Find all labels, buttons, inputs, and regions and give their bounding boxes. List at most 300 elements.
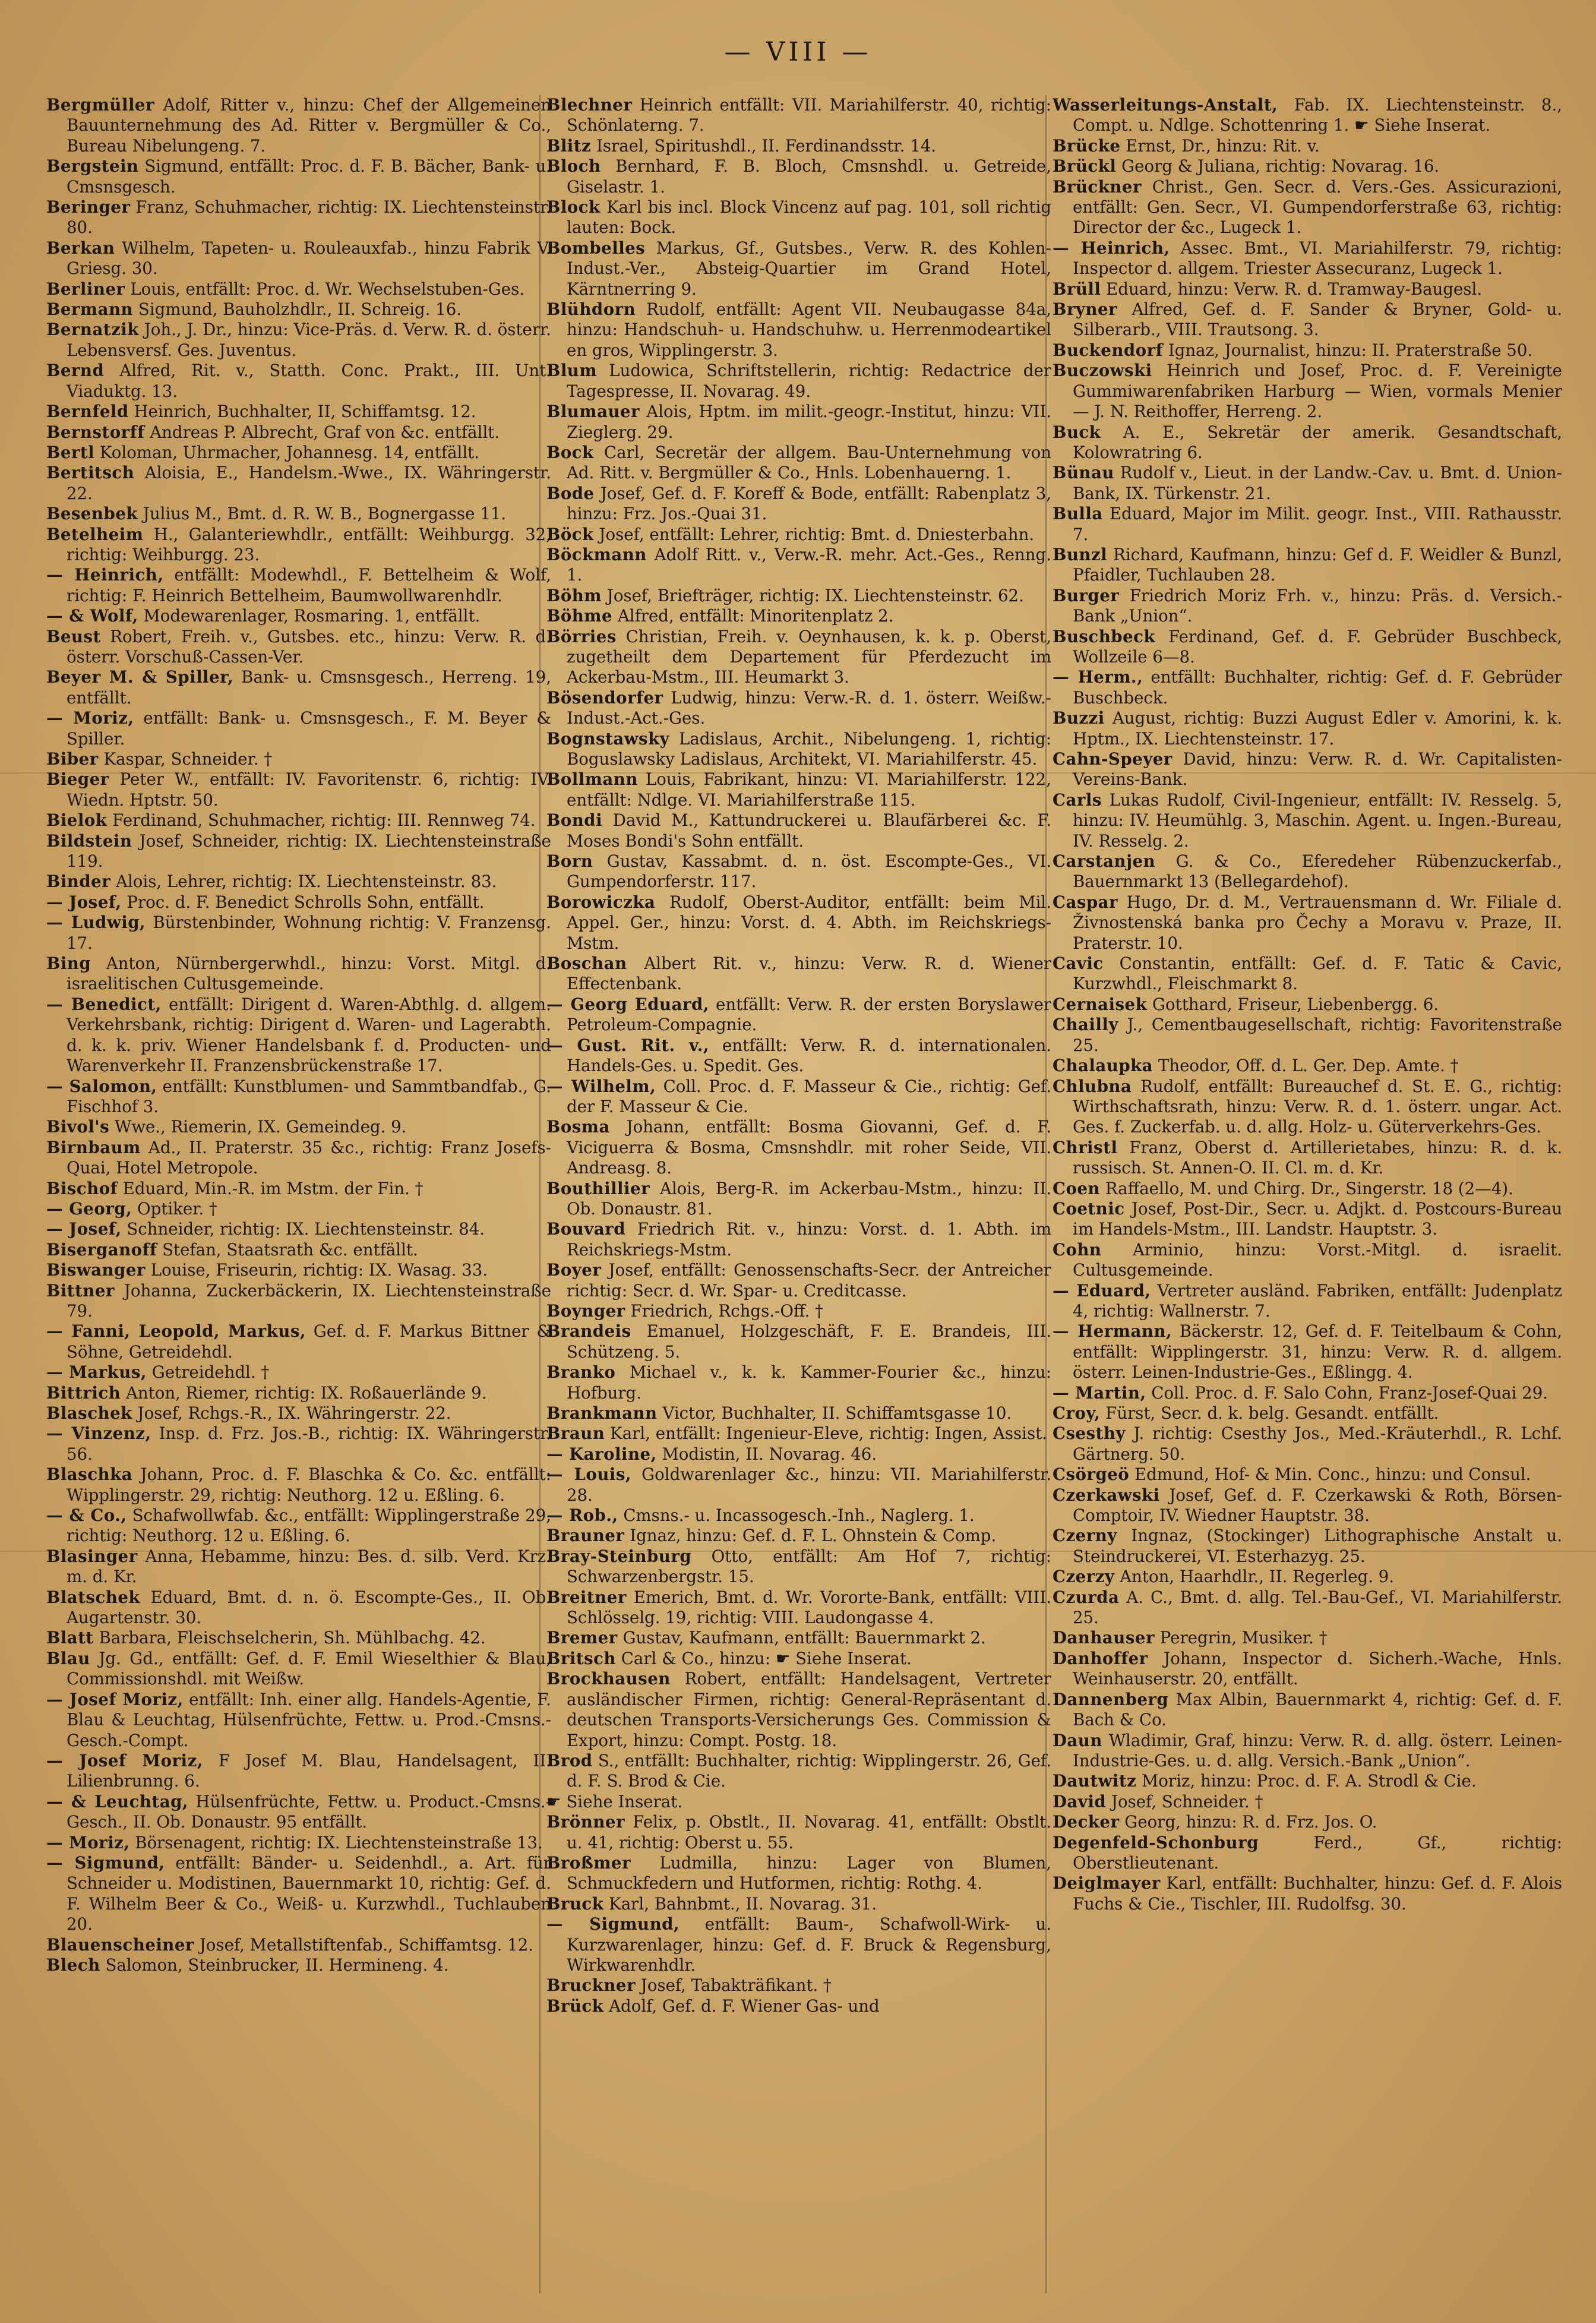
- directory-entry: [1053, 1179, 1562, 1199]
- entry-text: Eduard, Major im Milit. geogr. Inst., VIII. Rathausstr. 7.: [1073, 504, 1562, 544]
- entry-name: — Georg Eduard,: [546, 994, 709, 1014]
- directory-entry: [1053, 1771, 1562, 1791]
- entry-name: Brück: [546, 1996, 604, 2016]
- entry-text: Friedrich, Rchgs.-Off. †: [625, 1301, 823, 1321]
- entry-name: Bösendorfer: [546, 687, 663, 708]
- entry-text: Josef, Metallstiftenfab., Schiffamtsg. 12.: [194, 1934, 534, 1955]
- directory-entry: [1053, 790, 1562, 851]
- directory-entry: [46, 769, 551, 810]
- entry-name: Bielok: [46, 810, 108, 831]
- entry-name: David: [1053, 1791, 1107, 1811]
- directory-entry: [46, 1505, 551, 1546]
- entry-name: Braun: [546, 1424, 605, 1444]
- directory-entry: [546, 892, 1051, 954]
- directory-entry: [1053, 1873, 1562, 1914]
- entry-text: Wwe., Riemerin, IX. Gemeindeg. 9.: [109, 1117, 407, 1137]
- entry-name: Bruckner: [546, 1975, 636, 1996]
- entry-text: Bürstenbinder, Wohnung richtig: V. Franzensg. 17.: [67, 913, 551, 953]
- directory-entry: [46, 1117, 551, 1137]
- entry-text: Franz, Oberst d. Artillerietabes, hinzu: R. d. k. russisch. St. Annen-O. II. Cl. m. d. Kr.: [1073, 1137, 1562, 1178]
- entry-name: — Gust. Rit. v.,: [546, 1035, 709, 1055]
- directory-entry: [1053, 238, 1562, 279]
- entry-name: Czerzy: [1053, 1567, 1115, 1587]
- entry-text: Hülsenfrüchte, Fettw. u. Product.-Cmsns.-Gesch., II. Ob. Donaustr. 95 entfällt.: [67, 1791, 551, 1832]
- entry-name: Czerny: [1053, 1526, 1117, 1546]
- entry-name: Caspar: [1053, 892, 1118, 912]
- directory-entry: [46, 1240, 551, 1260]
- entry-name: Birnbaum: [46, 1137, 141, 1157]
- entry-text: Christian, Freih. v. Oeynhausen, k. k. p. Oberst, zugetheilt dem Departement für Pferdezucht im Ackerbau-Mstm., III. Heumarkt 3.: [567, 626, 1051, 687]
- directory-entry: [46, 238, 551, 279]
- entry-text: Max Albin, Bauernmarkt 4, richtig: Gef. d. F. Bach & Co.: [1073, 1689, 1562, 1730]
- directory-entry: [46, 1833, 551, 1853]
- entry-name: — Wilhelm,: [546, 1076, 656, 1096]
- entry-text: Otto, entfällt: Am Hof 7, richtig: Schwarzenbergstr. 15.: [567, 1546, 1051, 1587]
- directory-entry: [546, 1444, 1051, 1464]
- directory-entry: [1053, 1321, 1562, 1383]
- entry-name: Blatschek: [46, 1587, 141, 1607]
- entry-name: Blasinger: [46, 1546, 138, 1566]
- entry-text: Karl bis incl. Block Vincenz auf pag. 101, soll richtig lauten: Bock.: [567, 197, 1051, 238]
- entry-text: Koloman, Uhrmacher, Johannesg. 14, entfällt.: [94, 442, 480, 462]
- entry-name: Buczowski: [1053, 361, 1152, 381]
- directory-entry: [46, 1751, 551, 1792]
- directory-entry: [46, 667, 551, 708]
- directory-entry: [1053, 1731, 1562, 1772]
- directory-entry: [46, 156, 551, 197]
- entry-text: Insp. d. Frz. Jos.-B., richtig: IX. Währingerstr. 56.: [67, 1424, 551, 1464]
- entry-text: Ferdinand, Schuhmacher, richtig: III. Rennweg 74.: [107, 810, 536, 831]
- directory-entry: [1053, 749, 1562, 790]
- entry-text: Johanna, Zuckerbäckerin, IX. Liechtensteinstraße 79.: [67, 1280, 551, 1321]
- entry-text: Ingnaz, (Stockinger) Lithographische Anstalt u. Steindruckerei, VI. Esterhazyg. 25.: [1073, 1526, 1562, 1566]
- entry-name: Blau: [46, 1648, 90, 1668]
- entry-text: Bank- u. Cmsnsgesch., Herreng. 19, entfällt.: [67, 667, 551, 708]
- directory-entry: [46, 995, 551, 1077]
- directory-entry: [46, 504, 551, 524]
- entry-text: Robert, entfällt: Handelsagent, Vertreter ausländischer Firmen, richtig: General-Repräsentant d. deutschen Transports-Versicherungs Ges. Commission & Export, hinzu: Compt. Postg. 18.: [567, 1669, 1051, 1750]
- entry-name: — Georg,: [46, 1198, 132, 1219]
- directory-entry: [1053, 95, 1562, 136]
- entry-text: A. C., Bmt. d. allg. Tel.-Bau-Gef., VI. Mariahilferstr. 25.: [1073, 1587, 1562, 1628]
- directory-entry: [546, 156, 1051, 197]
- entry-text: Josef, Rchgs.-R., IX. Währingerstr. 22.: [132, 1403, 451, 1423]
- entry-text: H., Galanteriewhdlr., entfällt: Weihburgg. 32, richtig: Weihburgg. 23.: [67, 524, 551, 564]
- entry-text: Bernhard, F. B. Bloch, Cmsnshdl. u. Getreide, Giselastr. 1.: [567, 156, 1051, 197]
- directory-entry: [46, 1628, 551, 1648]
- entry-name: Blauenscheiner: [46, 1934, 194, 1955]
- directory-entry: [546, 1669, 1051, 1751]
- directory-entry: [46, 1792, 551, 1833]
- directory-entry: [46, 402, 551, 422]
- entry-name: Boyer: [546, 1260, 602, 1280]
- entry-name: Beyer M. & Spiller,: [46, 667, 234, 687]
- entry-text: Israel, Spiritushdl., II. Ferdinandsstr. 14.: [591, 135, 937, 156]
- directory-entry: [1053, 1833, 1562, 1874]
- entry-name: Biserganoff: [46, 1239, 157, 1260]
- directory-entry: [546, 1301, 1051, 1321]
- directory-entry: [46, 1587, 551, 1628]
- entry-text: S., entfällt: Buchhalter, richtig: Wipplingerstr. 26, Gef. d. F. S. Brod & Cie.: [567, 1750, 1051, 1791]
- entry-text: Barbara, Fleischselcherin, Sh. Mühlbachg. 42.: [93, 1628, 486, 1648]
- directory-entry: [46, 1321, 551, 1362]
- entry-name: Degenfeld-Schonburg: [1053, 1832, 1259, 1852]
- entry-name: Buck: [1053, 422, 1101, 442]
- entry-text: Ladislaus, Archit., Nibelungeng. 1, richtig: Boguslawsky Ladislaus, Architekt, VI. Mariahilferstr. 45.: [567, 728, 1051, 769]
- entry-text: entfällt: Kunstblumen- und Sammtbandfab., G. Fischhof 3.: [67, 1076, 551, 1116]
- entry-text: Josef, entfällt: Lehrer, richtig: Bmt. d. Dniesterbahn.: [593, 524, 1035, 544]
- entry-name: Christl: [1053, 1137, 1118, 1157]
- directory-entry: [546, 361, 1051, 402]
- entry-name: Biswanger: [46, 1260, 146, 1280]
- entry-name: Brückner: [1053, 176, 1142, 197]
- entry-name: Broßmer: [546, 1852, 631, 1873]
- directory-entry: [46, 1179, 551, 1199]
- entry-text: Fürst, Secr. d. k. belg. Gesandt. entfällt.: [1100, 1403, 1439, 1423]
- entry-name: Blitz: [546, 135, 592, 156]
- entry-text: Markus, Gf., Gutsbes., Verw. R. des Kohlen-Indust.-Ver., Absteig-Quartier im Grand Hotel, Kärntnerring 9.: [567, 238, 1051, 299]
- entry-text: Gustav, Kassabmt. d. n. öst. Escompte-Ges., VI. Gumpendorferstr. 117.: [567, 851, 1051, 892]
- entry-text: Louis, entfällt: Proc. d. Wr. Wechselstuben-Ges.: [125, 279, 525, 299]
- entry-text: Richard, Kaufmann, hinzu: Gef d. F. Weidler & Bunzl, Pfaidler, Tuchlauben 28.: [1073, 544, 1562, 585]
- entry-text: Alfred, entfällt: Minoritenplatz 2.: [612, 606, 894, 626]
- entry-name: — Heinrich,: [46, 565, 164, 585]
- entry-text: Aloisia, E., Handelsm.-Wwe., IX. Währingerstr. 22.: [67, 463, 551, 503]
- directory-entry: [546, 769, 1051, 810]
- entry-name: Bloch: [546, 156, 601, 176]
- directory-entry: [546, 1362, 1051, 1403]
- entry-text: Anton, Nürnbergerwhdl., hinzu: Vorst. Mitgl. d. israelitischen Cultusgemeinde.: [67, 954, 551, 994]
- entry-text: entfällt: Verw. R. der ersten Boryslawer Petroleum-Compagnie.: [567, 994, 1051, 1035]
- entry-text: Rudolf v., Lieut. in der Landw.-Cav. u. Bmt. d. Union-Bank, IX. Türkenstr. 21.: [1073, 463, 1562, 503]
- entry-text: Georg & Juliana, richtig: Novarag. 16.: [1116, 156, 1440, 176]
- directory-entry: [46, 1383, 551, 1403]
- directory-entry: [1053, 545, 1562, 586]
- directory-entry: [546, 627, 1051, 688]
- entry-text: Ignaz, Journalist, hinzu: II. Praterstraße 50.: [1163, 340, 1533, 360]
- directory-entry: [46, 954, 551, 995]
- entry-text: Friedrich Moriz Frh. v., hinzu: Präs. d. Versich.-Bank „Union“.: [1073, 585, 1562, 626]
- directory-entry: [546, 1036, 1051, 1077]
- directory-entry: [46, 361, 551, 402]
- directory-entry: [46, 1138, 551, 1179]
- entry-name: Bryner: [1053, 299, 1118, 320]
- directory-entry: [1053, 1240, 1562, 1281]
- entry-text: Rudolf, entfällt: Bureauchef d. St. E. G., richtig: Wirthschaftsrath, hinzu: Verw. R. d. 1. österr. ungar. Act. Ges. f. Zuckerfab. u. d. allg. Holz- u. Güterverkehrs-Ges.: [1073, 1076, 1562, 1137]
- entry-text: entfällt: Bank- u. Cmsnsgesch., F. M. Beyer & Spiller.: [67, 708, 551, 749]
- entry-text: Eduard, hinzu: Verw. R. d. Tramway-Baugesl.: [1101, 279, 1483, 299]
- directory-entry: [1053, 156, 1562, 176]
- entry-text: Karl, entfällt: Ingenieur-Eleve, richtig: Ingen, Assist.: [605, 1424, 1048, 1444]
- directory-entry: [546, 995, 1051, 1036]
- entry-name: Carstanjen: [1053, 851, 1156, 872]
- directory-entry: [546, 1077, 1051, 1118]
- entry-name: Brandeis: [546, 1321, 631, 1342]
- directory-entry: [546, 1649, 1051, 1669]
- directory-entry: [546, 851, 1051, 892]
- entry-text: Christ., Gen. Secr. d. Vers.-Ges. Assicurazioni, entfällt: Gen. Secr., VI. Gumpendorferstraße 63, richtig: Director der &c., Lugeck 1.: [1073, 176, 1562, 238]
- entry-name: Cernaisek: [1053, 994, 1148, 1014]
- entry-name: Decker: [1053, 1812, 1120, 1832]
- entry-name: Csesthy: [1053, 1424, 1126, 1444]
- directory-entry: [546, 1975, 1051, 1996]
- entry-name: — Heinrich,: [1053, 238, 1170, 258]
- entry-text: Theodor, Off. d. L. Ger. Dep. Amte. †: [1153, 1056, 1459, 1076]
- entry-text: Anna, Hebamme, hinzu: Bes. d. silb. Verd. Krz. m. d. Kr.: [67, 1546, 551, 1587]
- entry-name: Cohn: [1053, 1239, 1102, 1260]
- entry-name: Burger: [1053, 585, 1120, 605]
- entry-text: Alfred, Gef. d. F. Sander & Bryner, Gold- u. Silberarb., VIII. Trautsong. 3.: [1073, 299, 1562, 340]
- directory-entry: [46, 565, 551, 606]
- entry-name: — & Leuchtag,: [46, 1791, 188, 1811]
- entry-name: Boynger: [546, 1301, 625, 1321]
- directory-entry: [1053, 1690, 1562, 1731]
- directory-entry: [546, 525, 1051, 545]
- directory-entry: [46, 299, 551, 320]
- entry-name: Bondi: [546, 810, 603, 831]
- entry-text: Robert, Freih. v., Gutsbes. etc., hinzu: Verw. R. d. österr. Vorschuß-Cassen-Ver.: [67, 626, 551, 667]
- directory-entry: [546, 1219, 1051, 1260]
- entry-name: Chalaupka: [1053, 1056, 1153, 1076]
- entry-name: Cahn-Speyer: [1053, 749, 1172, 769]
- entry-name: Dautwitz: [1053, 1771, 1137, 1791]
- entry-name: Block: [546, 197, 601, 217]
- entry-text: Ignaz, hinzu: Gef. d. F. L. Ohnstein & Comp.: [624, 1526, 997, 1546]
- entry-name: Buzzi: [1053, 708, 1105, 728]
- entry-text: Eduard, Bmt. d. n. ö. Escompte-Ges., II. Ob. Augartenstr. 30.: [67, 1587, 551, 1628]
- entry-text: Joh., J. Dr., hinzu: Vice-Präs. d. Verw. R. d. österr. Lebensversf. Ges. Juventus.: [67, 320, 551, 360]
- directory-entry: [546, 606, 1051, 626]
- directory-entry: [46, 708, 551, 749]
- entry-name: Bivol's: [46, 1117, 110, 1137]
- entry-text: entfällt: Inh. einer allg. Handels-Agentie, F. Blau & Leuchtag, Hülsenfrüchte, Fettw. u. Prod.-Cmsns.-Gesch.-Compt.: [67, 1689, 551, 1750]
- entry-name: Blatt: [46, 1628, 94, 1648]
- entry-name: Borowiczka: [546, 892, 656, 912]
- entry-text: Raffaello, M. und Chirg. Dr., Singerstr. 18 (2—4).: [1100, 1178, 1513, 1198]
- entry-name: Bode: [546, 483, 595, 503]
- directory-entry: [46, 1260, 551, 1280]
- entry-name: — Benedict,: [46, 994, 162, 1014]
- directory-entry: [546, 1996, 1051, 2016]
- entry-text: Josef, Tabakträfikant. †: [636, 1975, 832, 1996]
- entry-text: Kaspar, Schneider. †: [98, 749, 273, 769]
- directory-entry: [1053, 1056, 1562, 1076]
- directory-entry: [1053, 708, 1562, 749]
- directory-entry: [46, 1464, 551, 1505]
- entry-text: Adolf Ritt. v., Verw.-R. mehr. Act.-Ges., Renng. 1.: [567, 544, 1051, 585]
- directory-entry: [546, 1179, 1051, 1220]
- directory-entry: [46, 1546, 551, 1587]
- entry-name: — Louis,: [546, 1464, 632, 1485]
- entry-text: G. & Co., Eferedeher Rübenzuckerfab., Bauernmarkt 13 (Bellegardehof).: [1073, 851, 1562, 892]
- directory-entry: [46, 913, 551, 954]
- directory-entry: [46, 1362, 551, 1383]
- directory-entry: [1053, 1812, 1562, 1832]
- entry-text: Josef, Post-Dir., Secr. u. Adjkt. d. Postcours-Bureau im Handels-Mstm., III. Landstr. Hauptstr. 3.: [1073, 1198, 1562, 1239]
- column-2: [546, 95, 1051, 2305]
- entry-text: Louise, Friseurin, richtig: IX. Wasag. 33.: [145, 1260, 488, 1280]
- entry-name: Buschbeck: [1053, 626, 1156, 646]
- directory-entry: [46, 422, 551, 443]
- directory-entry: [546, 1894, 1051, 1914]
- entry-text: entfällt: Modewhdl., F. Bettelheim & Wolf, richtig: F. Heinrich Bettelheim, Baumwollwarenhdlr.: [67, 565, 551, 605]
- entry-text: Modewarenlager, Rosmaring. 1, entfällt.: [138, 606, 481, 626]
- entry-text: Josef, Schneider. †: [1106, 1791, 1263, 1811]
- entry-name: Czurda: [1053, 1587, 1120, 1607]
- directory-entry: [1053, 1587, 1562, 1628]
- directory-entry: [546, 1812, 1051, 1853]
- directory-entry: [1053, 667, 1562, 708]
- entry-text: Peter W., entfällt: IV. Favoritenstr. 6, richtig: IV. Wiedn. Hptstr. 50.: [67, 769, 551, 810]
- entry-name: Bouvard: [546, 1219, 626, 1239]
- directory-entry: [46, 749, 551, 769]
- directory-entry: [46, 1853, 551, 1935]
- directory-entry: [1053, 1077, 1562, 1138]
- entry-text: Bäckerstr. 12, Gef. d. F. Teitelbaum & Cohn, entfällt: Wipplingerstr. 31, hinzu: Verw. R. d. allgem. österr. Leinen-Industrie-Ges., Eßlingg. 4.: [1073, 1321, 1562, 1383]
- entry-text: August, richtig: Buzzi August Edler v. Amorini, k. k. Hptm., IX. Liechtensteinstr. 17.: [1073, 708, 1562, 749]
- entry-name: Bombelles: [546, 238, 646, 258]
- directory-entry: [46, 320, 551, 361]
- entry-name: Bunzl: [1053, 544, 1108, 564]
- directory-entry: [546, 1505, 1051, 1526]
- entry-text: Goldwarenlager &c., hinzu: VII. Mariahilferstr. 28.: [567, 1464, 1051, 1505]
- directory-entry: [1053, 851, 1562, 892]
- entry-text: Josef, Gef. d. F. Koreff & Bode, entfällt: Rabenplatz 3, hinzu: Frz. Jos.-Quai 31.: [567, 483, 1051, 524]
- entry-text: David M., Kattundruckerei u. Blaufärberei &c. F. Moses Bondi's Sohn entfällt.: [567, 810, 1051, 851]
- entry-name: — Moriz,: [46, 708, 134, 728]
- entry-name: Bünau: [1053, 463, 1114, 483]
- entry-text: Assec. Bmt., VI. Mariahilferstr. 79, richtig: Inspector d. allgem. Triester Assecuranz, Lugeck 1.: [1073, 238, 1562, 279]
- entry-name: — Josef Moriz,: [46, 1750, 203, 1770]
- entry-text: Felix, p. Obstlt., II. Novarag. 41, entfällt: Obstlt. u. 41, richtig: Oberst u. 55.: [567, 1812, 1051, 1852]
- directory-entry: [546, 586, 1051, 606]
- entry-name: Bittrich: [46, 1383, 121, 1403]
- entry-name: — Sigmund,: [546, 1914, 680, 1934]
- directory-entry: [1053, 340, 1562, 361]
- entry-name: Brücke: [1053, 135, 1121, 156]
- directory-entry: [546, 1424, 1051, 1444]
- entry-name: Böckmann: [546, 544, 647, 564]
- entry-name: Bremer: [546, 1628, 618, 1648]
- entry-text: Friedrich Rit. v., hinzu: Vorst. d. 1. Abth. im Reichskriegs-Mstm.: [567, 1219, 1051, 1260]
- entry-name: Wasserleitungs-Anstalt,: [1053, 95, 1278, 115]
- entry-text: Ad., II. Praterstr. 35 &c., richtig: Franz Josefs-Quai, Hotel Metropole.: [67, 1137, 551, 1178]
- entry-name: Blaschka: [46, 1464, 133, 1485]
- entry-name: Britsch: [546, 1648, 616, 1668]
- entry-name: — Hermann,: [1053, 1321, 1172, 1342]
- entry-name: Berliner: [46, 279, 125, 299]
- entry-name: Bernatzik: [46, 320, 139, 340]
- entry-text: Proc. d. F. Benedict Schrolls Sohn, entfällt.: [121, 892, 485, 912]
- entry-text: Gustav, Kaufmann, entfällt: Bauernmarkt 2.: [617, 1628, 986, 1648]
- entry-name: — Josef,: [46, 1219, 122, 1239]
- entry-text: Sigmund, entfällt: Proc. d. F. B. Bächer, Bank- u. Cmsnsgesch.: [67, 156, 551, 197]
- directory-entry: [1053, 1383, 1562, 1403]
- entry-name: — Eduard,: [1053, 1280, 1151, 1301]
- directory-entry: [546, 1628, 1051, 1648]
- directory-entry: [1053, 361, 1562, 422]
- entry-text: Schneider, richtig: IX. Liechtensteinstr. 84.: [121, 1219, 485, 1239]
- entry-text: Gotthard, Friseur, Liebenbergg. 6.: [1147, 994, 1439, 1014]
- entry-name: Biber: [46, 749, 99, 769]
- entry-name: Bernfeld: [46, 402, 129, 422]
- entry-text: Coll. Proc. d. F. Masseur & Cie., richtig: Gef. der F. Masseur & Cie.: [567, 1076, 1051, 1116]
- directory-entry: [546, 1914, 1051, 1975]
- entry-name: Blaschek: [46, 1403, 132, 1423]
- entry-text: Emanuel, Holzgeschäft, F. E. Brandeis, III. Schützeng. 5.: [567, 1321, 1051, 1362]
- directory-entry: [1053, 1792, 1562, 1812]
- entry-name: Beringer: [46, 197, 131, 217]
- entry-name: Bulla: [1053, 504, 1103, 524]
- directory-entry: [546, 1587, 1051, 1628]
- entry-name: Brod: [546, 1750, 593, 1770]
- entry-name: Bittner: [46, 1280, 115, 1301]
- directory-entry: [1053, 1464, 1562, 1485]
- entry-text: Ferd., Gf., richtig: Oberstlieutenant.: [1073, 1832, 1562, 1873]
- directory-entry: [1053, 1628, 1562, 1648]
- directory-entry: [546, 1260, 1051, 1301]
- entry-text: Ernst, Dr., hinzu: Rit. v.: [1120, 135, 1320, 156]
- entry-name: Börries: [546, 626, 617, 646]
- entry-name: — Josef Moriz,: [46, 1689, 184, 1709]
- entry-text: Alois, Berg-R. im Ackerbau-Mstm., hinzu: II. Ob. Donaustr. 81.: [567, 1178, 1051, 1219]
- entry-text: Adolf, Gef. d. F. Wiener Gas- und: [603, 1996, 880, 2016]
- entry-name: Brüll: [1053, 279, 1101, 299]
- directory-entry: [1053, 586, 1562, 627]
- entry-text: Vertreter ausländ. Fabriken, entfällt: Judenplatz 4, richtig: Wallnerstr. 7.: [1073, 1280, 1562, 1321]
- entry-name: Deiglmayer: [1053, 1873, 1161, 1893]
- entry-text: Heinrich, Buchhalter, II, Schiffamtsg. 12.: [128, 402, 476, 422]
- directory-entry: [1053, 1015, 1562, 1056]
- directory-entry: [1053, 627, 1562, 668]
- entry-name: — Karoline,: [546, 1444, 657, 1464]
- entry-text: Heinrich und Josef, Proc. d. F. Vereinigte Gummiwarenfabriken Harburg — Wien, vormals Menier — J. N. Reithoffer, Herreng. 2.: [1073, 361, 1562, 422]
- entry-text: Julius M., Bmt. d. R. W. B., Bognergasse 11.: [138, 504, 507, 524]
- entry-text: Rudolf, Oberst-Auditor, entfällt: beim Mil. Appel. Ger., hinzu: Vorst. d. 4. Abth. im Reichskriegs-Mstm.: [567, 892, 1051, 953]
- entry-name: Bernstorff: [46, 422, 145, 442]
- directory-entry: [1053, 1403, 1562, 1424]
- entry-text: Getreidehdl. †: [147, 1362, 270, 1383]
- entry-name: Bognstawsky: [546, 728, 670, 749]
- directory-entry: [546, 136, 1051, 156]
- entry-name: Bosma: [546, 1117, 610, 1137]
- directory-entry: [546, 238, 1051, 299]
- directory-entry: [546, 810, 1051, 851]
- entry-text: entfällt: Verw. R. d. internationalen. Handels-Ges. u. Spedit. Ges.: [567, 1035, 1051, 1076]
- directory-entry: [46, 443, 551, 463]
- entry-name: Csörgeö: [1053, 1464, 1130, 1485]
- entry-name: Bertitsch: [46, 463, 135, 483]
- directory-entry: [46, 1690, 551, 1751]
- entry-name: Blühdorn: [546, 299, 636, 320]
- entry-text: Andreas P. Albrecht, Graf von &c. entfällt.: [144, 422, 500, 442]
- entry-text: Karl, Bahnbmt., II. Novarag. 31.: [603, 1893, 877, 1914]
- entry-name: — & Co.,: [46, 1505, 127, 1526]
- entry-name: — & Wolf,: [46, 606, 138, 626]
- entry-text: Heinrich entfällt: VII. Mariahilferstr. 40, richtig: Schönlaterng. 7.: [567, 95, 1051, 135]
- entry-text: Ludwig, hinzu: Verw.-R. d. 1. österr. Weißw.-Indust.-Act.-Ges.: [567, 687, 1051, 728]
- entry-name: — Markus,: [46, 1362, 147, 1383]
- entry-text: Ludmilla, hinzu: Lager von Blumen, Schmuckfedern und Hutformen, richtig: Rothg. 4.: [567, 1852, 1051, 1893]
- directory-entry: [546, 1117, 1051, 1178]
- directory-entry: [546, 402, 1051, 443]
- entry-name: Bock: [546, 442, 594, 462]
- directory-entry: [546, 1464, 1051, 1505]
- entry-text: Rudolf, entfällt: Agent VII. Neubaugasse 84a, hinzu: Handschuh- u. Handschuhw. u. Herrenmodeartikel en gros, Wipplingerstr. 3.: [567, 299, 1051, 360]
- directory-entry: [46, 1649, 551, 1690]
- entry-text: Anton, Riemer, richtig: IX. Roßauerlände 9.: [121, 1383, 487, 1403]
- entry-name: — Herm.,: [1053, 667, 1143, 687]
